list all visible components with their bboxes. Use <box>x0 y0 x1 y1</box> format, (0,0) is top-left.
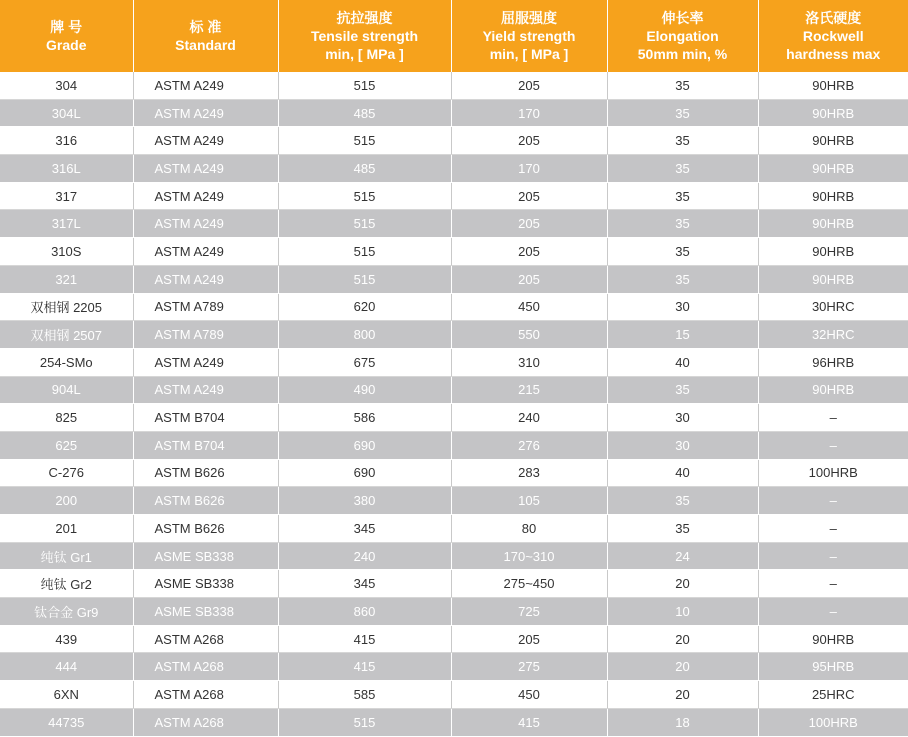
tensile-cell: 345 <box>278 515 451 543</box>
standard-cell: ASME SB338 <box>133 598 278 626</box>
elongation-cell: 10 <box>607 598 758 626</box>
yield-cell: 205 <box>451 265 607 293</box>
standard-cell: ASTM A268 <box>133 653 278 681</box>
tensile-cell: 490 <box>278 376 451 404</box>
grade-cell: 310S <box>0 238 133 266</box>
hardness-cell: 100HRB <box>758 708 908 736</box>
table-row <box>0 210 908 238</box>
table-row <box>0 598 908 626</box>
grade-cell: 纯钛 Gr1 <box>0 542 133 570</box>
tensile-cell: 515 <box>278 210 451 238</box>
standard-cell: ASTM A249 <box>133 127 278 155</box>
header-yield-strength <box>451 0 607 72</box>
table-row <box>0 321 908 349</box>
header-en: Grade <box>46 37 87 53</box>
table-row <box>0 459 908 487</box>
elongation-cell: 30 <box>607 431 758 459</box>
yield-cell: 170 <box>451 155 607 183</box>
yield-cell: 170 <box>451 99 607 127</box>
hardness-cell: 95HRB <box>758 653 908 681</box>
yield-cell: 105 <box>451 487 607 515</box>
yield-cell: 450 <box>451 293 607 321</box>
hardness-cell: 25HRC <box>758 681 908 709</box>
hardness-cell: 32HRC <box>758 321 908 349</box>
yield-cell: 283 <box>451 459 607 487</box>
hardness-cell: 90HRB <box>758 265 908 293</box>
tensile-cell: 586 <box>278 404 451 432</box>
header-en: Tensile strength min, [ MPa ] <box>310 28 419 62</box>
tensile-cell: 415 <box>278 653 451 681</box>
table-row <box>0 542 908 570</box>
tensile-cell: 345 <box>278 570 451 598</box>
yield-cell: 310 <box>451 348 607 376</box>
standard-cell: ASTM A249 <box>133 376 278 404</box>
elongation-cell: 35 <box>607 182 758 210</box>
table-row <box>0 653 908 681</box>
table-row <box>0 681 908 709</box>
standard-cell: ASTM A249 <box>133 210 278 238</box>
table-row <box>0 431 908 459</box>
grade-cell: 304L <box>0 99 133 127</box>
tensile-cell: 415 <box>278 625 451 653</box>
tensile-cell: 515 <box>278 182 451 210</box>
yield-cell: 450 <box>451 681 607 709</box>
standard-cell: ASTM B626 <box>133 459 278 487</box>
table-row <box>0 708 908 736</box>
header-cn: 抗拉强度 <box>336 10 393 26</box>
hardness-cell: 90HRB <box>758 127 908 155</box>
hardness-cell: – <box>758 598 908 626</box>
elongation-cell: 35 <box>607 210 758 238</box>
hardness-cell: – <box>758 542 908 570</box>
elongation-cell: 30 <box>607 293 758 321</box>
yield-cell: 240 <box>451 404 607 432</box>
standard-cell: ASTM A268 <box>133 625 278 653</box>
yield-cell: 550 <box>451 321 607 349</box>
yield-cell: 205 <box>451 625 607 653</box>
elongation-cell: 20 <box>607 681 758 709</box>
elongation-cell: 30 <box>607 404 758 432</box>
hardness-cell: – <box>758 431 908 459</box>
tensile-cell: 515 <box>278 708 451 736</box>
table-row <box>0 72 908 99</box>
yield-cell: 276 <box>451 431 607 459</box>
elongation-cell: 15 <box>607 321 758 349</box>
header-rockwell-hardness <box>758 0 908 72</box>
elongation-cell: 20 <box>607 625 758 653</box>
grade-cell: 321 <box>0 265 133 293</box>
yield-cell: 205 <box>451 238 607 266</box>
grade-cell: 439 <box>0 625 133 653</box>
table-row <box>0 570 908 598</box>
header-elongation <box>607 0 758 72</box>
yield-cell: 215 <box>451 376 607 404</box>
header-en: Rockwell hardness max <box>786 28 881 62</box>
table-row <box>0 155 908 183</box>
hardness-cell: 90HRB <box>758 72 908 99</box>
yield-cell: 205 <box>451 127 607 155</box>
header-grade <box>0 0 133 72</box>
hardness-cell: – <box>758 570 908 598</box>
tensile-cell: 240 <box>278 542 451 570</box>
header-en: Yield strength min, [ MPa ] <box>482 28 576 62</box>
elongation-cell: 35 <box>607 376 758 404</box>
elongation-cell: 20 <box>607 570 758 598</box>
grade-cell: 304 <box>0 72 133 99</box>
elongation-cell: 20 <box>607 653 758 681</box>
elongation-cell: 35 <box>607 127 758 155</box>
standard-cell: ASTM B626 <box>133 515 278 543</box>
yield-cell: 205 <box>451 210 607 238</box>
tensile-cell: 515 <box>278 72 451 99</box>
grade-cell: 钛合金 Gr9 <box>0 598 133 626</box>
elongation-cell: 35 <box>607 72 758 99</box>
header-standard <box>133 0 278 72</box>
yield-cell: 275~450 <box>451 570 607 598</box>
tensile-cell: 515 <box>278 127 451 155</box>
standard-cell: ASME SB338 <box>133 542 278 570</box>
header-en: Standard <box>175 37 236 53</box>
table-row <box>0 625 908 653</box>
grade-cell: 双相钢 2205 <box>0 293 133 321</box>
tensile-cell: 380 <box>278 487 451 515</box>
elongation-cell: 35 <box>607 487 758 515</box>
hardness-cell: – <box>758 404 908 432</box>
header-row <box>0 0 908 72</box>
yield-cell: 725 <box>451 598 607 626</box>
elongation-cell: 40 <box>607 348 758 376</box>
grade-cell: 纯钛 Gr2 <box>0 570 133 598</box>
table-row <box>0 376 908 404</box>
standard-cell: ASTM A268 <box>133 681 278 709</box>
grade-cell: 317L <box>0 210 133 238</box>
hardness-cell: 90HRB <box>758 625 908 653</box>
standard-cell: ASTM A249 <box>133 182 278 210</box>
grade-cell: 双相钢 2507 <box>0 321 133 349</box>
grade-cell: 316L <box>0 155 133 183</box>
hardness-cell: 90HRB <box>758 210 908 238</box>
table-row <box>0 182 908 210</box>
table-row <box>0 293 908 321</box>
grade-cell: C-276 <box>0 459 133 487</box>
header-en: Elongation 50mm min, % <box>637 28 728 62</box>
table-row <box>0 99 908 127</box>
standard-cell: ASTM A249 <box>133 99 278 127</box>
grade-cell: 904L <box>0 376 133 404</box>
standard-cell: ASME SB338 <box>133 570 278 598</box>
yield-cell: 170~310 <box>451 542 607 570</box>
standard-cell: ASTM A249 <box>133 155 278 183</box>
standard-cell: ASTM A789 <box>133 321 278 349</box>
header-cn: 牌 号 <box>50 19 83 35</box>
hardness-cell: 90HRB <box>758 99 908 127</box>
table-row <box>0 238 908 266</box>
elongation-cell: 35 <box>607 238 758 266</box>
standard-cell: ASTM A249 <box>133 238 278 266</box>
tensile-cell: 620 <box>278 293 451 321</box>
hardness-cell: 90HRB <box>758 238 908 266</box>
tensile-cell: 800 <box>278 321 451 349</box>
tensile-cell: 690 <box>278 431 451 459</box>
elongation-cell: 35 <box>607 99 758 127</box>
standard-cell: ASTM A249 <box>133 72 278 99</box>
header-tensile-strength <box>278 0 451 72</box>
elongation-cell: 18 <box>607 708 758 736</box>
header-cn: 洛氏硬度 <box>805 10 862 26</box>
standard-cell: ASTM B626 <box>133 487 278 515</box>
table-body <box>0 72 908 736</box>
grade-cell: 201 <box>0 515 133 543</box>
elongation-cell: 35 <box>607 155 758 183</box>
table-row <box>0 127 908 155</box>
hardness-cell: – <box>758 515 908 543</box>
grade-cell: 254-SMo <box>0 348 133 376</box>
yield-cell: 80 <box>451 515 607 543</box>
standard-cell: ASTM A249 <box>133 348 278 376</box>
grade-cell: 317 <box>0 182 133 210</box>
tensile-cell: 690 <box>278 459 451 487</box>
standard-cell: ASTM B704 <box>133 404 278 432</box>
elongation-cell: 40 <box>607 459 758 487</box>
tensile-cell: 515 <box>278 238 451 266</box>
standard-cell: ASTM A249 <box>133 265 278 293</box>
table-row <box>0 404 908 432</box>
header-cn: 伸长率 <box>661 10 704 26</box>
elongation-cell: 35 <box>607 515 758 543</box>
elongation-cell: 24 <box>607 542 758 570</box>
elongation-cell: 35 <box>607 265 758 293</box>
tensile-cell: 485 <box>278 155 451 183</box>
hardness-cell: 90HRB <box>758 182 908 210</box>
table-row <box>0 265 908 293</box>
grade-cell: 625 <box>0 431 133 459</box>
yield-cell: 415 <box>451 708 607 736</box>
header-cn: 标 准 <box>189 19 222 35</box>
table-row <box>0 515 908 543</box>
grade-cell: 316 <box>0 127 133 155</box>
header-cn: 屈服强度 <box>501 10 557 26</box>
tensile-cell: 585 <box>278 681 451 709</box>
yield-cell: 205 <box>451 72 607 99</box>
table-row <box>0 487 908 515</box>
hardness-cell: 90HRB <box>758 376 908 404</box>
grade-cell: 44735 <box>0 708 133 736</box>
tensile-cell: 515 <box>278 265 451 293</box>
yield-cell: 275 <box>451 653 607 681</box>
hardness-cell: 30HRC <box>758 293 908 321</box>
grade-cell: 825 <box>0 404 133 432</box>
hardness-cell: 100HRB <box>758 459 908 487</box>
hardness-cell: – <box>758 487 908 515</box>
grade-cell: 200 <box>0 487 133 515</box>
grade-cell: 6XN <box>0 681 133 709</box>
standard-cell: ASTM B704 <box>133 431 278 459</box>
tensile-cell: 675 <box>278 348 451 376</box>
grade-cell: 444 <box>0 653 133 681</box>
yield-cell: 205 <box>451 182 607 210</box>
table-row <box>0 348 908 376</box>
hardness-cell: 96HRB <box>758 348 908 376</box>
standard-cell: ASTM A789 <box>133 293 278 321</box>
tensile-cell: 485 <box>278 99 451 127</box>
hardness-cell: 90HRB <box>758 155 908 183</box>
standard-cell: ASTM A268 <box>133 708 278 736</box>
tensile-cell: 860 <box>278 598 451 626</box>
